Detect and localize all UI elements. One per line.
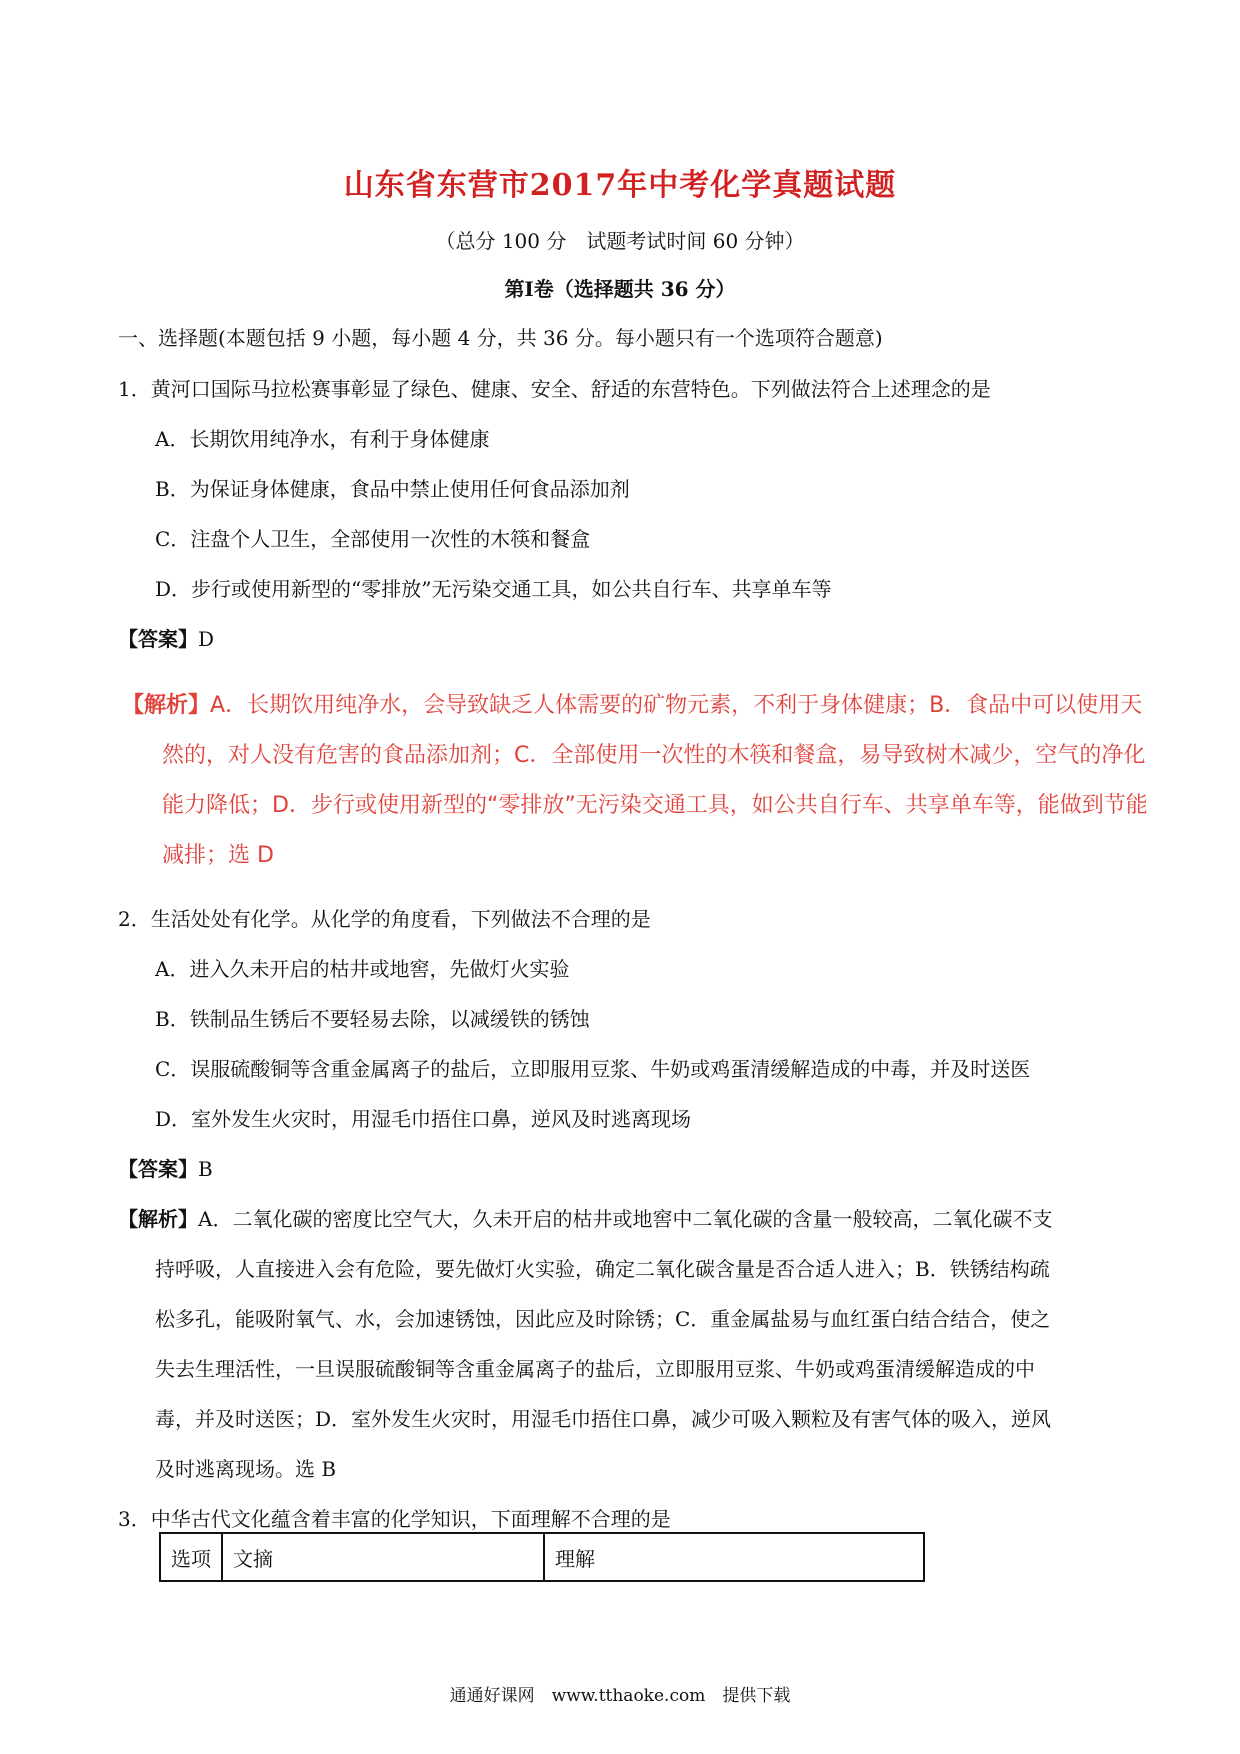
- question-1-answer: [118, 623, 214, 652]
- question-1-analysis-line-2: 然的，对人没有危害的食品添加剂；C．全部使用一次性的木筷和餐盒，易导致树木减少，空气的净化: [162, 743, 1146, 768]
- question-1-option-c: C．注盘个人卫生，全部使用一次性的木筷和餐盒: [155, 527, 591, 551]
- question-1-analysis-line-3: 能力降低；D．步行或使用新型的“零排放”无污染交通工具，如公共自行车、共享单车等，能做到节能: [162, 793, 1148, 818]
- answer-tag: 【答案】: [118, 1157, 198, 1181]
- page-footer: 通通好课网 www.tthaoke.com 提供下载: [449, 1686, 791, 1706]
- answer-tag: 【答案】: [118, 627, 198, 651]
- document-title: 山东省东营市2017年中考化学真题试题: [343, 168, 897, 203]
- section-instructions: 一、选择题(本题包括 9 小题，每小题 4 分，共 36 分。每小题只有一个选项符合题意): [118, 326, 883, 350]
- question-1-stem: 1．黄河口国际马拉松赛事彰显了绿色、健康、安全、舒适的东营特色。下列做法符合上述理念的是: [118, 377, 991, 401]
- table-header-cell: 文摘: [222, 1533, 544, 1581]
- question-2-analysis-line-1: [118, 1203, 1052, 1232]
- question-2-answer: [118, 1153, 213, 1182]
- analysis-text: A．二氧化碳的密度比空气大，久未开启的枯井或地窖中二氧化碳的含量一般较高，二氧化碳不支: [198, 1207, 1053, 1231]
- question-3-table: [159, 1532, 925, 1582]
- question-1-option-a: A．长期饮用纯净水，有利于身体健康: [155, 427, 490, 451]
- answer-value: D: [198, 627, 215, 651]
- answer-value: B: [198, 1157, 213, 1181]
- table-header-cell: 理解: [544, 1533, 924, 1581]
- question-1-option-b: B．为保证身体健康，食品中禁止使用任何食品添加剂: [155, 477, 630, 501]
- question-1-option-d: D．步行或使用新型的“零排放”无污染交通工具，如公共自行车、共享单车等: [155, 577, 832, 601]
- question-2-analysis-line-3: 松多孔，能吸附氧气、水，会加速锈蚀，因此应及时除锈；C．重金属盐易与血红蛋白结合结合，使之: [155, 1307, 1051, 1331]
- table-header-cell: 选项: [160, 1533, 222, 1581]
- table-header-row: [160, 1533, 924, 1581]
- question-2-option-b: B．铁制品生锈后不要轻易去除，以减缓铁的锈蚀: [155, 1007, 590, 1031]
- question-2-option-c: C．误服硫酸铜等含重金属离子的盐后，立即服用豆浆、牛奶或鸡蛋清缓解造成的中毒，并及时送医: [155, 1057, 1031, 1081]
- question-2-analysis-line-5: 毒，并及时送医；D．室外发生火灾时，用湿毛巾捂住口鼻，减少可吸入颗粒及有害气体的吸入，逆风: [155, 1407, 1052, 1431]
- question-2-analysis-line-2: 持呼吸，人直接进入会有危险，要先做灯火实验，确定二氧化碳含量是否合适人进入；B．铁锈结构疏: [155, 1257, 1050, 1281]
- question-1-analysis-line-4: 减排；选 D: [162, 843, 274, 868]
- question-2-stem: 2．生活处处有化学。从化学的角度看，下列做法不合理的是: [118, 907, 651, 931]
- section-title: 第Ⅰ卷（选择题共 36 分）: [504, 277, 736, 301]
- analysis-tag: 【解析】: [122, 693, 211, 718]
- question-3-stem: 3．中华古代文化蕴含着丰富的化学知识，下面理解不合理的是: [118, 1507, 671, 1531]
- question-2-analysis-line-6: 及时逃离现场。选 B: [155, 1457, 337, 1481]
- document-subtitle: （总分 100 分 试题考试时间 60 分钟）: [435, 229, 805, 253]
- question-2-analysis-line-4: 失去生理活性，一旦误服硫酸铜等含重金属离子的盐后，立即服用豆浆、牛奶或鸡蛋清缓解造成的中: [155, 1357, 1035, 1381]
- question-1-analysis-line-1: [122, 688, 1142, 719]
- analysis-tag: 【解析】: [118, 1207, 198, 1231]
- question-2-option-d: D．室外发生火灾时，用湿毛巾捂住口鼻，逆风及时逃离现场: [155, 1107, 692, 1131]
- analysis-text: A．长期饮用纯净水，会导致缺乏人体需要的矿物元素，不利于身体健康；B．食品中可以使用天: [210, 693, 1143, 718]
- question-2-option-a: A．进入久未开启的枯井或地窖，先做灯火实验: [155, 957, 570, 981]
